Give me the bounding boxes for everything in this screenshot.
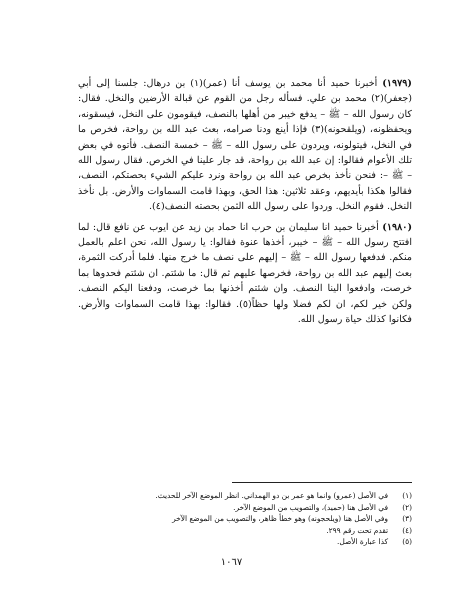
hadith-text: أخبرنا حميد انا سليمان بن حرب انا حماد بن زيد عن ايوب عن نافع قال: لما افتتح رسول الله – ﷺ – خيبر، أخذها عنوة فقالوا: يا رسول الله، نحن اعلم بالعمل منكم. فدفعها رسول الله – ﷺ – إليهم على نصف ما خرج منها. فلما أدركت الثمرة، بعث إليهم عبد الله بن رواحة، فخرصها عليهم ثم قال: ما شئتم. ان شئتم فحدوها بما خرصت، وادفعوا الينا النصف. وان شئتم أخذنها بما خرصت، ودفعنا اليكم النصف. ولكن خير لكم، ان لكم فضلا ولها حظاً(٥). فقالوا: بهذا قامت السماوات والأرض. فكانوا كذلك حياة رسول الله. <box>78 221 412 326</box>
main-text <box>78 76 412 328</box>
page-number: ١٠٦٧ <box>220 557 243 568</box>
hadith-number: (١٩٧٩) <box>382 78 412 89</box>
footnote-marker: (٤) <box>402 525 412 535</box>
footnote-divider <box>232 482 412 483</box>
footnote-text: وفي الأصل هنا (ويلحجونه) وهو خطأ ظاهر، والتصويب من الموضع الآخر <box>172 514 388 524</box>
footnote-marker: (٢) <box>402 502 412 512</box>
footnote-marker: (٥) <box>402 537 412 547</box>
hadith-paragraph-1979 <box>78 76 412 215</box>
footnote-item <box>78 536 412 548</box>
footnote-marker: (٣) <box>402 514 412 524</box>
hadith-number: (١٩٨٠) <box>382 221 412 233</box>
footnotes-list <box>78 490 412 548</box>
footnote-text: كذا عبارة الأصل. <box>337 537 388 547</box>
hadith-text: أخبرنا حميد أنا محمد بن يوسف أنا (عمر)(١) بن درهال: جلسنا إلى أبي (جعفر)(٢) محمد بن علي. فسأله رجل من القوم عن قبالة الأرضين والنخل. فقال: كان رسول الله – ﷺ – يدفع خيبر من أهلها بالنصف، فيقومون على النخل، فيسقونه، ويحفظونه، (ويلقحونه)(٣) فإذا أينع ودنا صرامه، بعث عبد الله بن رواحة، فخرص ما في النخل، فيتولونه، ويردون على رسول الله – ﷺ – خمسة النصف. فأتوه في بعض تلك الأعوام فقالوا: إن عبد الله بن رواحة، قد جار علينا في الخرص. فقال رسول الله – ﷺ –: فنحن نأخذ بخرص عبد الله بن رواحة ونرد عليكم الشيء بحصتكم، النصف، فقالوا هكذا بأيديهم، وعقد ثلاثين: هذا الحق، وبهذا قامت السماوات والأرض. بل نأخذ النخل. فقوم النخل. وردوا على رسول الله الثمن بحصته النصف(٤). <box>78 78 412 213</box>
footnote-text: في الأصل هنا (حميد)، والتصويب من الموضع الآخر. <box>233 502 388 512</box>
hadith-paragraph-1980 <box>78 220 412 328</box>
footnote-item <box>78 525 412 537</box>
footnote-item <box>78 513 412 525</box>
footnote-text: تقدم تحت رقم ٢٩٩. <box>326 525 388 535</box>
footnote-text: في الأصل (عمرو) وانما هو عمر بن دو الهمداني. انظر الموضع الآخر للحديث. <box>155 491 388 500</box>
footnote-item <box>78 490 412 502</box>
footnote-marker: (١) <box>402 491 412 500</box>
footnote-item <box>78 502 412 514</box>
